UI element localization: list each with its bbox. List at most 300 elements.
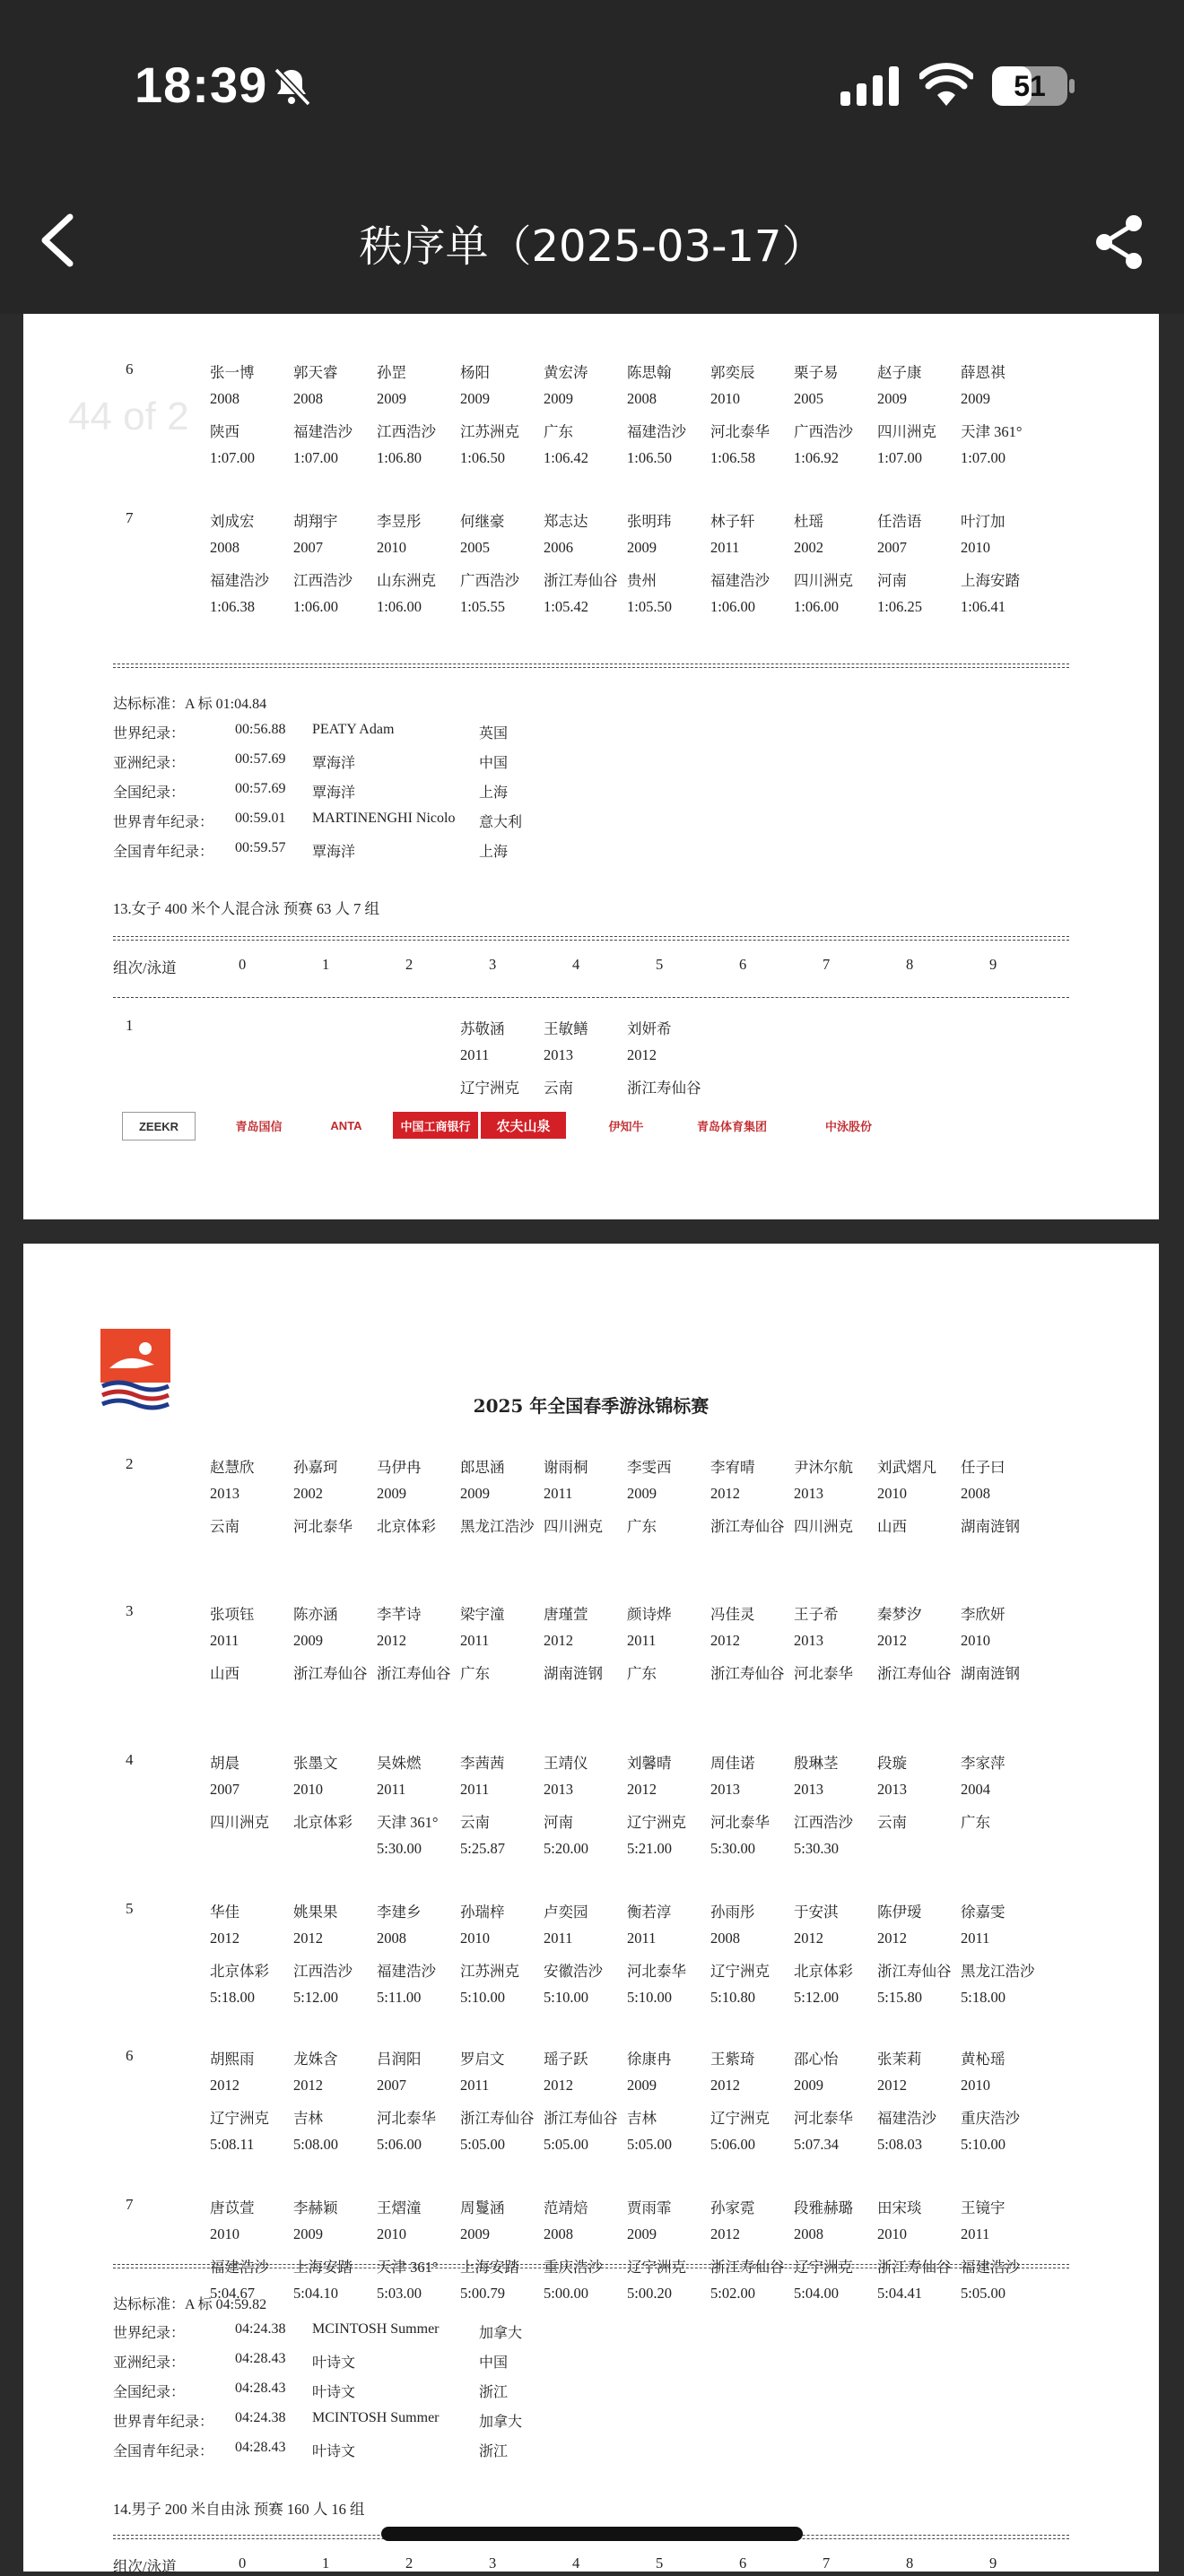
entry-team: 广东 xyxy=(961,1814,990,1831)
entry-year: 2011 xyxy=(210,1632,239,1649)
entry-year: 2002 xyxy=(293,1485,323,1502)
record-place: 上海 xyxy=(479,785,509,801)
sponsor-logo: 中国工商银行 xyxy=(393,1112,478,1139)
entry-time: 5:06.00 xyxy=(377,2136,422,2153)
document-page-1 xyxy=(23,314,1159,1219)
entry-name: 孙家霓 xyxy=(710,2199,755,2216)
record-time: 00:59.57 xyxy=(235,840,286,855)
entry-name: 罗启文 xyxy=(460,2051,505,2068)
record-holder: MCINTOSH Summer xyxy=(312,2321,440,2337)
share-icon[interactable] xyxy=(1093,213,1146,271)
entry-team: 辽宁洲克 xyxy=(627,1814,686,1831)
entry-name: 冯佳灵 xyxy=(710,1606,755,1623)
entry-name: 刘妍希 xyxy=(627,1020,672,1037)
entry-time: 5:12.00 xyxy=(794,1989,839,2006)
battery-icon xyxy=(990,65,1076,108)
entry-year: 2012 xyxy=(710,2077,740,2094)
entry-year: 2013 xyxy=(794,1781,823,1798)
entry-team: 河北泰华 xyxy=(710,423,770,440)
entry-name: 梁宇潼 xyxy=(460,1606,505,1623)
record-label: 亚洲纪录： xyxy=(113,756,186,771)
entry-time: 1:06.50 xyxy=(460,449,505,466)
entry-name: 胡晨 xyxy=(210,1755,239,1772)
entry-name: 唐苡萱 xyxy=(210,2199,255,2216)
entry-time: 1:06.00 xyxy=(794,598,839,615)
page-title: 秩序单（2025-03-17） xyxy=(359,221,825,272)
entry-year: 2009 xyxy=(877,390,907,407)
entry-time: 5:08.00 xyxy=(293,2136,338,2153)
entry-year: 2009 xyxy=(377,1485,406,1502)
record-time: 04:28.43 xyxy=(235,2381,286,2396)
record-place: 浙江 xyxy=(479,2444,509,2459)
entry-name: 任子曰 xyxy=(961,1459,1006,1476)
entry-year: 2009 xyxy=(961,390,990,407)
entry-team: 浙江寿仙谷 xyxy=(877,1665,952,1682)
entry-name: 李芊诗 xyxy=(377,1606,422,1623)
entry-time: 5:04.00 xyxy=(794,2285,839,2302)
entry-name: 李建乡 xyxy=(377,1904,422,1921)
wifi-icon xyxy=(919,63,973,108)
entry-year: 2012 xyxy=(293,2077,323,2094)
entry-year: 2011 xyxy=(961,2225,990,2242)
entry-name: 赵慧欣 xyxy=(210,1459,255,1476)
entry-time: 5:05.00 xyxy=(627,2136,672,2153)
separator-double xyxy=(113,664,1069,668)
entry-name: 郭天睿 xyxy=(293,364,338,381)
lane-header: 4 xyxy=(572,956,580,973)
entry-team: 云南 xyxy=(877,1814,907,1831)
entry-time: 1:07.00 xyxy=(877,449,922,466)
entry-name: 唐瑾萱 xyxy=(544,1606,588,1623)
entry-year: 2011 xyxy=(544,1485,573,1502)
heat-number: 6 xyxy=(126,360,134,377)
entry-time: 1:06.42 xyxy=(544,449,588,466)
entry-team: 辽宁洲克 xyxy=(210,2110,269,2127)
entry-name: 黄杺瑶 xyxy=(961,2051,1006,2068)
entry-year: 2008 xyxy=(544,2225,573,2242)
entry-name: 张墨文 xyxy=(293,1755,338,1772)
lane-header: 4 xyxy=(572,2554,580,2572)
entry-year: 2010 xyxy=(961,2077,990,2094)
entry-year: 2012 xyxy=(293,1930,323,1947)
entry-team: 上海安踏 xyxy=(460,2259,519,2276)
entry-year: 2013 xyxy=(544,1781,573,1798)
record-holder: 覃海洋 xyxy=(312,756,356,771)
record-label: 全国青年纪录： xyxy=(113,845,214,860)
entry-team: 天津 361° xyxy=(377,2259,439,2276)
entry-year: 2011 xyxy=(460,1632,490,1649)
entry-team: 吉林 xyxy=(293,2110,323,2127)
entry-year: 2011 xyxy=(460,1046,490,1063)
entry-year: 2012 xyxy=(210,1930,239,1947)
entry-year: 2011 xyxy=(961,1930,990,1947)
entry-team: 福建浩沙 xyxy=(877,2110,936,2127)
entry-team: 四川洲克 xyxy=(794,1518,853,1535)
record-holder: 叶诗文 xyxy=(312,2385,356,2400)
heat-number: 7 xyxy=(126,2196,134,2213)
entry-year: 2007 xyxy=(293,539,323,556)
entry-name: 刘武熠凡 xyxy=(877,1459,936,1476)
entry-team: 贵州 xyxy=(627,572,657,589)
entry-name: 段雅赫璐 xyxy=(794,2199,853,2216)
entry-team: 四川洲克 xyxy=(794,572,853,589)
entry-year: 2009 xyxy=(627,1485,657,1502)
entry-time: 1:06.38 xyxy=(210,598,255,615)
entry-name: 赵子康 xyxy=(877,364,922,381)
entry-name: 李宥晴 xyxy=(710,1459,755,1476)
home-indicator[interactable] xyxy=(381,2527,803,2541)
entry-name: 李茜茜 xyxy=(460,1755,505,1772)
entry-time: 5:04.10 xyxy=(293,2285,338,2302)
record-place: 上海 xyxy=(479,845,509,860)
entry-time: 1:06.41 xyxy=(961,598,1006,615)
heat-number: 6 xyxy=(126,2047,134,2064)
entry-time: 5:10.80 xyxy=(710,1989,755,2006)
entry-year: 2009 xyxy=(627,2077,657,2094)
lane-header: 6 xyxy=(739,956,747,973)
record-label: 世界青年纪录： xyxy=(113,815,214,830)
entry-name: 陈亦涵 xyxy=(293,1606,338,1623)
separator-dash xyxy=(113,997,1069,998)
entry-team: 广东 xyxy=(627,1518,657,1535)
entry-team: 江苏洲克 xyxy=(460,1963,519,1980)
entry-name: 孙雨彤 xyxy=(710,1904,755,1921)
record-label: 亚洲纪录： xyxy=(113,2355,186,2371)
entry-time: 5:07.34 xyxy=(794,2136,839,2153)
entry-year: 2013 xyxy=(210,1485,239,1502)
record-time: 00:57.69 xyxy=(235,781,286,796)
entry-team: 辽宁洲克 xyxy=(460,1080,519,1097)
record-holder: PEATY Adam xyxy=(312,722,395,737)
record-label: 世界纪录： xyxy=(113,2326,186,2341)
lane-header: 3 xyxy=(489,956,497,973)
entry-year: 2010 xyxy=(710,390,740,407)
entry-name: 谢雨桐 xyxy=(544,1459,588,1476)
entry-year: 2007 xyxy=(877,539,907,556)
entry-name: 胡翔宇 xyxy=(293,513,338,530)
entry-time: 5:21.00 xyxy=(627,1840,672,1857)
entry-team: 江西浩沙 xyxy=(794,1814,853,1831)
entry-name: 范靖焙 xyxy=(544,2199,588,2216)
lane-header: 2 xyxy=(405,956,414,973)
entry-name: 郭奕辰 xyxy=(710,364,755,381)
entry-name: 段璇 xyxy=(877,1755,907,1772)
entry-team: 广东 xyxy=(544,423,573,440)
record-time: 04:24.38 xyxy=(235,2321,286,2337)
entry-name: 刘成宏 xyxy=(210,513,255,530)
entry-year: 2009 xyxy=(293,1632,323,1649)
lane-header: 7 xyxy=(823,956,831,973)
status-bar xyxy=(0,0,1184,179)
entry-year: 2005 xyxy=(460,539,490,556)
entry-name: 王敏鳝 xyxy=(544,1020,588,1037)
record-place: 意大利 xyxy=(479,815,523,830)
entry-year: 2009 xyxy=(627,2225,657,2242)
entry-team: 陕西 xyxy=(210,423,239,440)
lane-header: 8 xyxy=(906,956,914,973)
entry-name: 卢奕园 xyxy=(544,1904,588,1921)
entry-year: 2007 xyxy=(377,2077,406,2094)
entry-name: 陈思翰 xyxy=(627,364,672,381)
entry-team: 广东 xyxy=(460,1665,490,1682)
entry-name: 瑶子跃 xyxy=(544,2051,588,2068)
entry-year: 2012 xyxy=(877,1930,907,1947)
entry-team: 浙江寿仙谷 xyxy=(877,2259,952,2276)
lane-header: 9 xyxy=(989,2554,997,2572)
entry-year: 2009 xyxy=(377,390,406,407)
entry-team: 四川洲克 xyxy=(210,1814,269,1831)
lane-header: 3 xyxy=(489,2554,497,2572)
entry-name: 胡熙雨 xyxy=(210,2051,255,2068)
separator-double xyxy=(113,936,1069,941)
entry-year: 2012 xyxy=(710,2225,740,2242)
entry-time: 1:06.00 xyxy=(710,598,755,615)
entry-time: 1:06.00 xyxy=(293,598,338,615)
entry-time: 5:30.00 xyxy=(377,1840,422,1857)
sponsor-logo: 中泳股份 xyxy=(824,1119,872,1133)
entry-name: 秦梦汐 xyxy=(877,1606,922,1623)
entry-year: 2008 xyxy=(210,539,239,556)
entry-year: 2009 xyxy=(544,390,573,407)
entry-name: 王靖仪 xyxy=(544,1755,588,1772)
entry-year: 2005 xyxy=(794,390,823,407)
entry-name: 张明玮 xyxy=(627,513,672,530)
heat-number: 3 xyxy=(126,1602,134,1619)
entry-year: 2010 xyxy=(961,539,990,556)
lane-header: 9 xyxy=(989,956,997,973)
entry-name: 陈伊瑷 xyxy=(877,1904,922,1921)
entry-name: 苏敬涵 xyxy=(460,1020,505,1037)
entry-team: 浙江寿仙谷 xyxy=(710,2259,785,2276)
entry-team: 云南 xyxy=(544,1080,573,1097)
entry-year: 2008 xyxy=(961,1485,990,1502)
entry-team: 广西浩沙 xyxy=(794,423,853,440)
entry-time: 5:05.00 xyxy=(460,2136,505,2153)
entry-team: 天津 361° xyxy=(377,1814,439,1831)
entry-year: 2009 xyxy=(460,2225,490,2242)
entry-year: 2011 xyxy=(460,2077,490,2094)
lane-header: 2 xyxy=(405,2554,414,2572)
entry-name: 马伊冉 xyxy=(377,1459,422,1476)
entry-time: 5:04.41 xyxy=(877,2285,922,2302)
entry-team: 河南 xyxy=(877,572,907,589)
entry-time: 1:07.00 xyxy=(293,449,338,466)
entry-time: 5:05.00 xyxy=(961,2285,1006,2302)
entry-time: 1:05.42 xyxy=(544,598,588,615)
entry-year: 2011 xyxy=(460,1781,490,1798)
entry-team: 辽宁洲克 xyxy=(710,1963,770,1980)
entry-year: 2008 xyxy=(794,2225,823,2242)
entry-team: 江西浩沙 xyxy=(377,423,436,440)
competition-title: 2025 年全国春季游泳锦标赛 xyxy=(473,1395,710,1417)
entry-year: 2013 xyxy=(794,1632,823,1649)
entry-team: 云南 xyxy=(460,1814,490,1831)
battery-level: 51 xyxy=(1014,70,1046,102)
entry-year: 2010 xyxy=(377,2225,406,2242)
lane-header-label: 组次/泳道 xyxy=(113,2558,177,2575)
heat-number: 5 xyxy=(126,1900,134,1917)
entry-year: 2007 xyxy=(210,1781,239,1798)
entry-year: 2009 xyxy=(460,1485,490,1502)
entry-team: 福建浩沙 xyxy=(627,423,686,440)
entry-time: 5:00.20 xyxy=(627,2285,672,2302)
entry-year: 2008 xyxy=(627,390,657,407)
entry-name: 李欣妍 xyxy=(961,1606,1006,1623)
entry-name: 孙嘉珂 xyxy=(293,1459,338,1476)
entry-time: 5:11.00 xyxy=(377,1989,422,2006)
lane-header: 5 xyxy=(656,956,664,973)
entry-time: 5:03.00 xyxy=(377,2285,422,2302)
entry-year: 2010 xyxy=(877,2225,907,2242)
entry-team: 江西浩沙 xyxy=(293,1963,353,1980)
entry-team: 江苏洲克 xyxy=(460,423,519,440)
entry-name: 徐嘉雯 xyxy=(961,1904,1006,1921)
entry-time: 5:05.00 xyxy=(544,2136,588,2153)
entry-year: 2013 xyxy=(794,1485,823,1502)
record-place: 英国 xyxy=(479,726,509,742)
entry-time: 5:08.11 xyxy=(210,2136,255,2153)
entry-name: 姚果果 xyxy=(293,1904,338,1921)
entry-name: 李赫颖 xyxy=(293,2199,338,2216)
entry-time: 5:08.03 xyxy=(877,2136,922,2153)
entry-name: 张项钰 xyxy=(210,1606,255,1623)
entry-team: 福建浩沙 xyxy=(961,2259,1020,2276)
entry-team: 浙江寿仙谷 xyxy=(544,2110,618,2127)
entry-year: 2010 xyxy=(877,1485,907,1502)
entry-time: 5:00.79 xyxy=(460,2285,505,2302)
sponsor-logo: 青岛体育集团 xyxy=(696,1119,767,1133)
entry-time: 5:02.00 xyxy=(710,2285,755,2302)
record-time: 04:28.43 xyxy=(235,2351,286,2366)
document-page-2 xyxy=(23,1244,1159,2575)
entry-name: 张茉莉 xyxy=(877,2051,922,2068)
entry-team: 浙江寿仙谷 xyxy=(544,572,618,589)
record-holder: 叶诗文 xyxy=(312,2444,356,2459)
entry-year: 2013 xyxy=(710,1781,740,1798)
entry-team: 福建浩沙 xyxy=(293,423,353,440)
lane-header: 0 xyxy=(239,2554,247,2572)
entry-team: 天津 361° xyxy=(961,423,1023,440)
entry-name: 李家萍 xyxy=(961,1755,1006,1772)
entry-team: 安徽浩沙 xyxy=(544,1963,603,1980)
record-place: 加拿大 xyxy=(479,2415,523,2430)
entry-year: 2010 xyxy=(210,2225,239,2242)
record-time: 04:24.38 xyxy=(235,2410,286,2425)
entry-year: 2010 xyxy=(377,539,406,556)
lane-header: 1 xyxy=(322,956,330,973)
record-label: 全国纪录： xyxy=(113,2385,186,2400)
record-label: 全国青年纪录： xyxy=(113,2444,214,2459)
entry-team: 云南 xyxy=(210,1518,239,1535)
entry-name: 郎思涵 xyxy=(460,1459,505,1476)
entry-name: 孙罡 xyxy=(377,364,406,381)
record-holder: MARTINENGHI Nicolo xyxy=(312,811,456,826)
entry-year: 2012 xyxy=(710,1485,740,1502)
entry-time: 1:07.00 xyxy=(210,449,255,466)
entry-name: 殷琳茎 xyxy=(794,1755,839,1772)
page-watermark: 44 of 2 xyxy=(68,395,189,438)
entry-year: 2012 xyxy=(210,2077,239,2094)
entry-team: 浙江寿仙谷 xyxy=(710,1518,785,1535)
entry-name: 尹沐尔航 xyxy=(794,1459,853,1476)
entry-name: 吴姝燃 xyxy=(377,1755,422,1772)
record-place: 加拿大 xyxy=(479,2326,523,2341)
entry-team: 北京体彩 xyxy=(377,1518,436,1535)
entry-year: 2012 xyxy=(544,2077,573,2094)
entry-year: 2012 xyxy=(877,1632,907,1649)
record-time: 00:56.88 xyxy=(235,722,286,737)
entry-team: 河北泰华 xyxy=(710,1814,770,1831)
entry-team: 浙江寿仙谷 xyxy=(460,2110,535,2127)
entry-name: 孙瑞梓 xyxy=(460,1904,505,1921)
entry-team: 浙江寿仙谷 xyxy=(293,1665,368,1682)
entry-year: 2006 xyxy=(544,539,573,556)
entry-team: 河北泰华 xyxy=(794,2110,853,2127)
entry-time: 5:10.00 xyxy=(961,2136,1006,2153)
separator-double xyxy=(113,2264,1069,2268)
entry-name: 王子希 xyxy=(794,1606,839,1623)
entry-name: 贾雨霏 xyxy=(627,2199,672,2216)
entry-team: 北京体彩 xyxy=(794,1963,853,1980)
qualifying-standard: 达标标准：A 标 04:59.82 xyxy=(113,2297,267,2312)
entry-team: 辽宁洲克 xyxy=(627,2259,686,2276)
heat-number: 7 xyxy=(126,509,134,526)
entry-name: 王熠潼 xyxy=(377,2199,422,2216)
entry-name: 邵心怡 xyxy=(794,2051,839,2068)
entry-name: 张一博 xyxy=(210,364,255,381)
entry-time: 5:12.00 xyxy=(293,1989,338,2006)
entry-time: 5:06.00 xyxy=(710,2136,755,2153)
entry-team: 吉林 xyxy=(627,2110,657,2127)
lane-header: 6 xyxy=(739,2554,747,2572)
entry-team: 河南 xyxy=(544,1814,573,1831)
entry-name: 华佳 xyxy=(210,1904,239,1921)
entry-year: 2012 xyxy=(544,1632,573,1649)
lane-header: 7 xyxy=(823,2554,831,2572)
entry-team: 北京体彩 xyxy=(293,1814,353,1831)
entry-time: 1:05.55 xyxy=(460,598,505,615)
entry-year: 2013 xyxy=(877,1781,907,1798)
entry-time: 1:06.58 xyxy=(710,449,755,466)
entry-team: 黑龙江浩沙 xyxy=(961,1963,1035,1980)
entry-team: 河北泰华 xyxy=(377,2110,436,2127)
entry-year: 2009 xyxy=(627,539,657,556)
entry-name: 颜诗烨 xyxy=(627,1606,672,1623)
entry-team: 浙江寿仙谷 xyxy=(627,1080,701,1097)
entry-name: 徐康冉 xyxy=(627,2051,672,2068)
entry-team: 山东洲克 xyxy=(377,572,436,589)
entry-name: 龙姝含 xyxy=(293,2051,338,2068)
lane-header: 1 xyxy=(322,2554,330,2572)
entry-year: 2012 xyxy=(877,2077,907,2094)
entry-year: 2012 xyxy=(710,1632,740,1649)
sponsor-logo: 农夫山泉 xyxy=(481,1112,566,1139)
entry-year: 2008 xyxy=(293,390,323,407)
entry-time: 1:05.50 xyxy=(627,598,672,615)
record-place: 浙江 xyxy=(479,2385,509,2400)
sponsor-logo: ZEEKR xyxy=(122,1112,196,1141)
entry-team: 辽宁洲克 xyxy=(794,2259,853,2276)
entry-team: 北京体彩 xyxy=(210,1963,269,1980)
entry-team: 福建浩沙 xyxy=(210,572,269,589)
entry-team: 广东 xyxy=(627,1665,657,1682)
entry-name: 衡若淳 xyxy=(627,1904,672,1921)
entry-name: 任浩语 xyxy=(877,513,922,530)
entry-team: 福建浩沙 xyxy=(377,1963,436,1980)
entry-time: 5:18.00 xyxy=(961,1989,1006,2006)
entry-time: 5:18.00 xyxy=(210,1989,255,2006)
entry-time: 5:10.00 xyxy=(460,1989,505,2006)
